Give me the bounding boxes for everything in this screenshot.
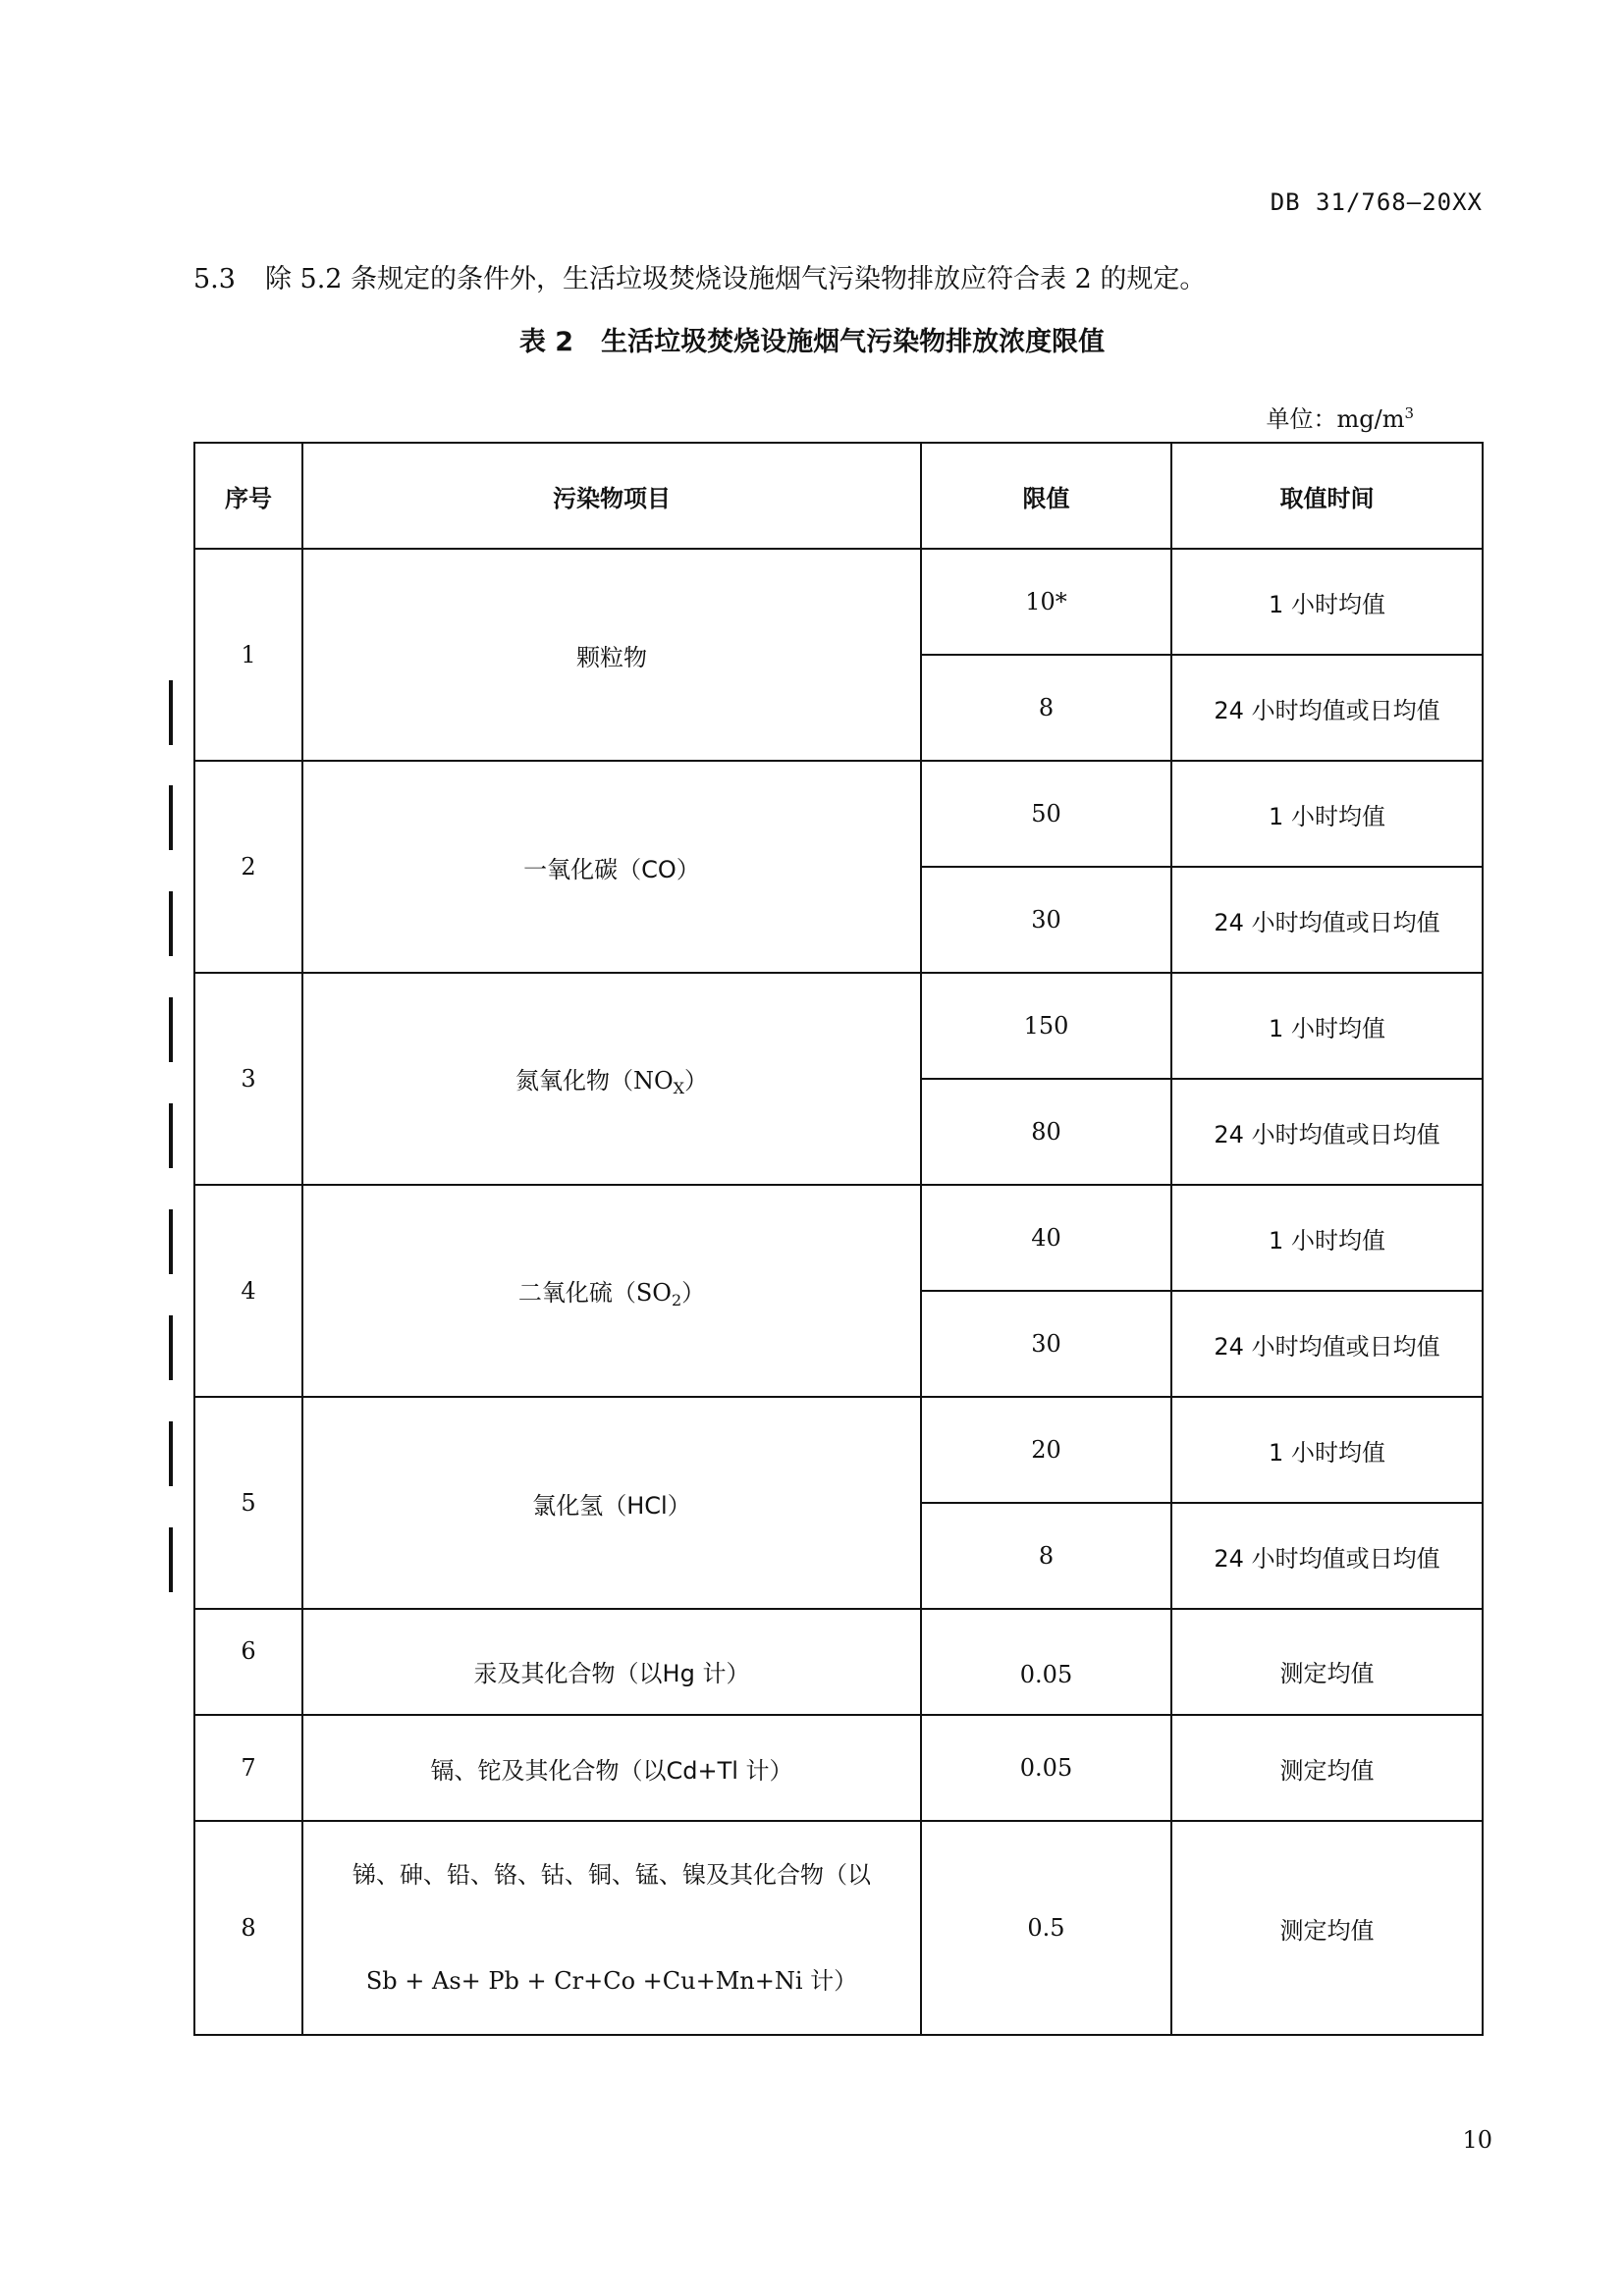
revision-bar (169, 785, 173, 850)
item-line-2: Sb + As+ Pb + Cr+Co +Cu+Mn+Ni 计） (365, 1967, 858, 1995)
limit-value: 30 (921, 1291, 1171, 1397)
revision-bar (169, 1103, 173, 1168)
limit-value: 0.05 (921, 1715, 1171, 1821)
limit-value: 20 (921, 1397, 1171, 1503)
unit-value: mg/m (1336, 405, 1405, 433)
row-item (302, 1185, 921, 1397)
unit-superscript: 3 (1404, 404, 1414, 422)
limit-value: 40 (921, 1185, 1171, 1291)
limit-value: 0.5 (921, 1821, 1171, 2035)
header-no: 序号 (194, 443, 302, 549)
limit-value: 10* (921, 549, 1171, 655)
table-row (194, 761, 1483, 867)
item-subscript: X (673, 1078, 685, 1097)
table-row (194, 1821, 1483, 2035)
clause-text: 除 5.2 条规定的条件外，生活垃圾焚烧设施烟气污染物排放应符合表 2 的规定。 (264, 264, 1207, 294)
revision-bar (169, 680, 173, 745)
table-number: 表 2 (518, 327, 574, 357)
table-title (0, 320, 1624, 358)
row-item: 汞及其化合物（以Hg 计） (302, 1609, 921, 1715)
item-formula: NO (632, 1066, 674, 1095)
table-title-text: 生活垃圾焚烧设施烟气污染物排放浓度限值 (601, 327, 1106, 357)
item-line-1: 锑、砷、铅、铬、钴、铜、锰、镍及其化合物（以 (352, 1861, 871, 1889)
row-no: 7 (194, 1715, 302, 1821)
unit-label-text: 单位： (1266, 405, 1337, 433)
table-row (194, 1397, 1483, 1503)
row-item: 颗粒物 (302, 549, 921, 761)
averaging-time: 24 小时均值或日均值 (1171, 1291, 1483, 1397)
revision-bar (169, 1315, 173, 1380)
averaging-time: 测定均值 (1171, 1821, 1483, 2035)
clause-5-3 (193, 257, 1206, 295)
averaging-time: 测定均值 (1171, 1715, 1483, 1821)
header-time: 取值时间 (1171, 443, 1483, 549)
item-suffix: ） (681, 1278, 706, 1307)
averaging-time: 1 小时均值 (1171, 761, 1483, 867)
row-item: 氯化氢（HCl） (302, 1397, 921, 1609)
row-no: 3 (194, 973, 302, 1185)
limit-value: 0.05 (921, 1609, 1171, 1715)
row-no: 5 (194, 1397, 302, 1609)
averaging-time: 1 小时均值 (1171, 1185, 1483, 1291)
revision-bar (169, 1421, 173, 1486)
limit-value: 8 (921, 655, 1171, 761)
table-header-row (194, 443, 1483, 549)
item-prefix: 二氧化硫（ (517, 1278, 636, 1307)
row-no: 8 (194, 1821, 302, 2035)
limit-value: 80 (921, 1079, 1171, 1185)
revision-bar (169, 891, 173, 956)
revision-bar (169, 997, 173, 1062)
item-prefix: 氮氧化物（ (514, 1066, 633, 1095)
table-row (194, 1609, 1483, 1715)
unit-label (1129, 400, 1414, 434)
limit-value: 50 (921, 761, 1171, 867)
averaging-time: 1 小时均值 (1171, 549, 1483, 655)
revision-bar (169, 1209, 173, 1274)
emission-limits-table (193, 442, 1484, 2036)
header-limit: 限值 (921, 443, 1171, 549)
table-row (194, 1185, 1483, 1291)
averaging-time: 1 小时均值 (1171, 1397, 1483, 1503)
row-item (302, 1821, 921, 2035)
item-formula: SO (635, 1278, 672, 1307)
averaging-time: 1 小时均值 (1171, 973, 1483, 1079)
revision-bar (169, 1527, 173, 1592)
row-no: 2 (194, 761, 302, 973)
averaging-time: 24 小时均值或日均值 (1171, 655, 1483, 761)
row-item: 一氧化碳（CO） (302, 761, 921, 973)
item-suffix: ） (684, 1066, 709, 1095)
averaging-time: 24 小时均值或日均值 (1171, 1079, 1483, 1185)
table-row (194, 1715, 1483, 1821)
table-row (194, 549, 1483, 655)
row-no: 4 (194, 1185, 302, 1397)
header-item: 污染物项目 (302, 443, 921, 549)
page-number: 10 (1462, 2126, 1492, 2154)
averaging-time: 24 小时均值或日均值 (1171, 1503, 1483, 1609)
limit-value: 8 (921, 1503, 1171, 1609)
limit-value: 150 (921, 973, 1171, 1079)
row-no: 1 (194, 549, 302, 761)
item-subscript: 2 (671, 1290, 682, 1309)
averaging-time: 24 小时均值或日均值 (1171, 867, 1483, 973)
row-item: 镉、铊及其化合物（以Cd+Tl 计） (302, 1715, 921, 1821)
averaging-time: 测定均值 (1171, 1609, 1483, 1715)
document-code: DB 31/768—20XX (1270, 188, 1483, 216)
table-row (194, 973, 1483, 1079)
row-item (302, 973, 921, 1185)
clause-number: 5.3 (193, 264, 236, 294)
limit-value: 30 (921, 867, 1171, 973)
row-no: 6 (194, 1609, 302, 1715)
